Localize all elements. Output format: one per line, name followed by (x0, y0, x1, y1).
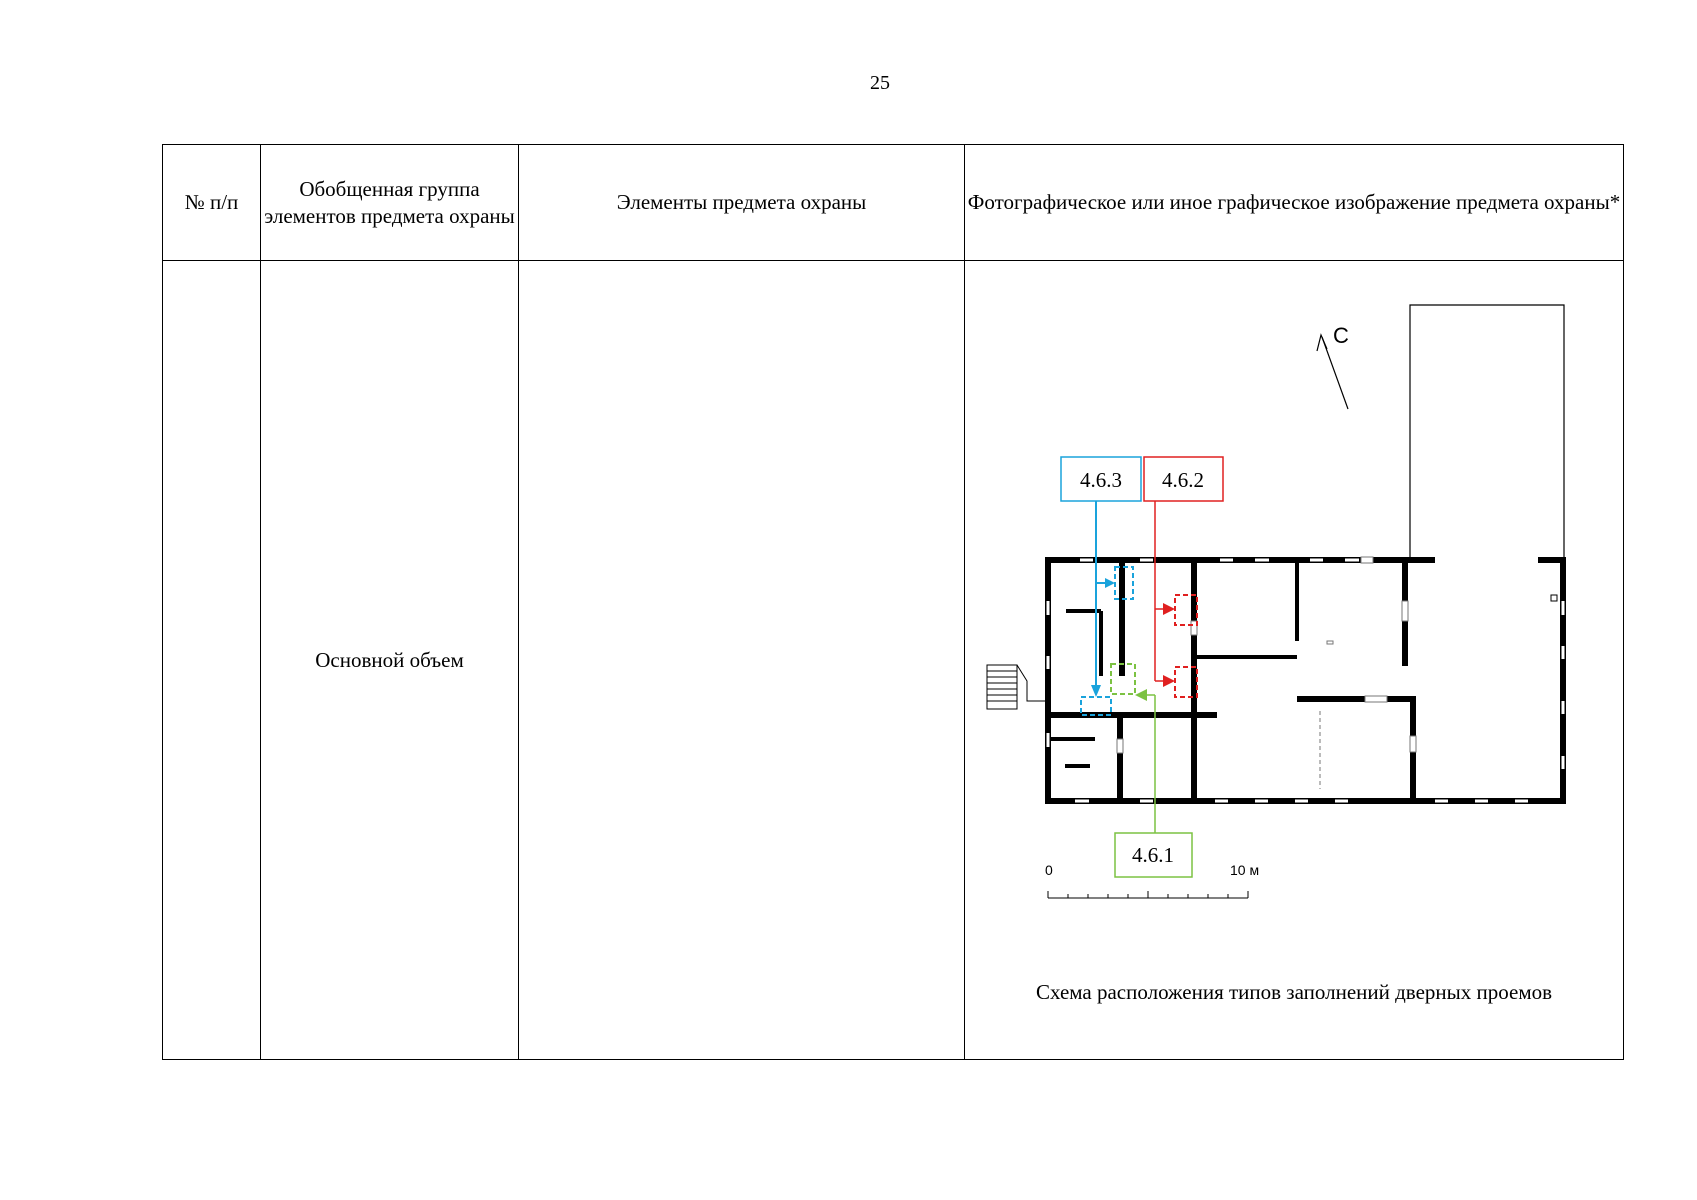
row-number (163, 261, 261, 1060)
scale-bar (1048, 891, 1248, 898)
door-hatches (1117, 557, 1416, 789)
floor-plan (965, 261, 1627, 1059)
row-group: Основной объем (261, 261, 519, 1060)
row-figure (965, 261, 1624, 1060)
figure-caption: Схема расположения типов заполнений дверных проемов (1035, 980, 1553, 1004)
callout-red (1144, 457, 1223, 697)
header-image: Фотографическое или иное графическое изображение предмета охраны* (965, 145, 1624, 261)
callout-blue (1061, 457, 1141, 715)
label-4-6-2: 4.6.2 (1162, 468, 1204, 492)
annex-marker (1551, 595, 1557, 601)
annex-outline (1410, 305, 1564, 560)
header-number: № п/п (163, 145, 261, 261)
entrance-stairs-icon (987, 665, 1048, 709)
header-elements: Элементы предмета охраны (519, 145, 965, 261)
page-number: 25 (870, 72, 890, 94)
scale-end: 10 м (1230, 862, 1260, 878)
north-label: С (1333, 323, 1349, 348)
window-openings (1048, 560, 1563, 801)
table-row (163, 261, 1624, 1060)
row-elements (519, 261, 965, 1060)
table-header-row (163, 145, 1624, 261)
header-group: Обобщенная группа элементов предмета охраны (261, 145, 519, 261)
building-walls (1045, 557, 1566, 804)
label-4-6-1: 4.6.1 (1132, 843, 1174, 867)
label-4-6-3: 4.6.3 (1080, 468, 1122, 492)
protection-table (162, 144, 1624, 1060)
scale-start: 0 (1045, 862, 1053, 878)
